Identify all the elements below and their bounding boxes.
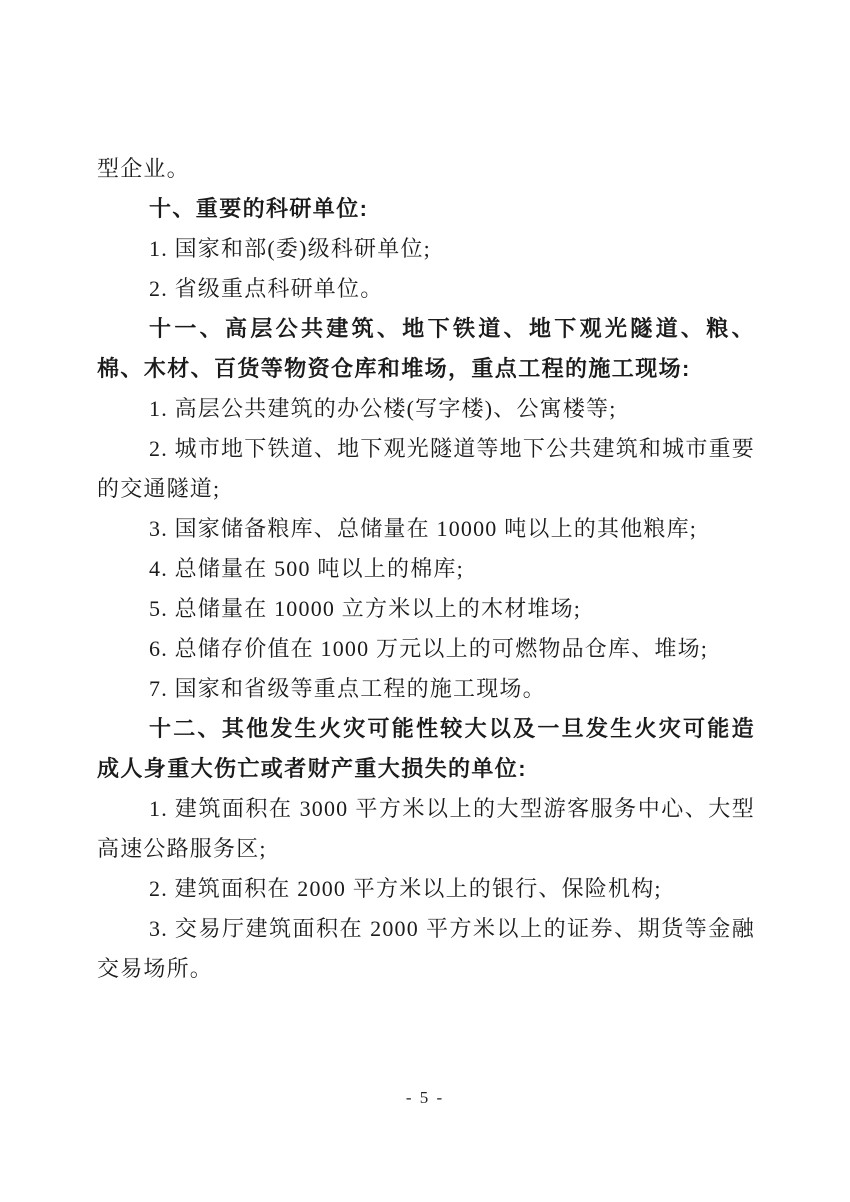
section-10-item-1: 1. 国家和部(委)级科研单位; bbox=[149, 236, 431, 261]
section-12-item-3: 3. 交易厅建筑面积在 2000 平方米以上的证券、期货等金融交易场所。 bbox=[97, 916, 755, 981]
section-12-heading: 十二、其他发生火灾可能性较大以及一旦发生火灾可能造成人身重大伤亡或者财产重大损失的单位: bbox=[97, 716, 755, 781]
section-11-item-7: 7. 国家和省级等重点工程的施工现场。 bbox=[149, 676, 546, 701]
section-11-item-3: 3. 国家储备粮库、总储量在 10000 吨以上的其他粮库; bbox=[149, 516, 698, 541]
section-11-heading: 十一、高层公共建筑、地下铁道、地下观光隧道、粮、棉、木材、百货等物资仓库和堆场，重点工程的施工现场: bbox=[97, 316, 755, 381]
section-12-item-1: 1. 建筑面积在 3000 平方米以上的大型游客服务中心、大型高速公路服务区; bbox=[97, 796, 755, 861]
section-10-item-2: 2. 省级重点科研单位。 bbox=[149, 276, 384, 301]
document-body bbox=[97, 149, 755, 989]
page-number: - 5 - bbox=[405, 1088, 445, 1107]
section-11-item-6: 6. 总储存价值在 1000 万元以上的可燃物品仓库、堆场; bbox=[149, 636, 709, 661]
section-10-heading: 十、重要的科研单位: bbox=[149, 196, 369, 221]
section-11-item-5: 5. 总储量在 10000 立方米以上的木材堆场; bbox=[149, 596, 582, 621]
section-11-item-1: 1. 高层公共建筑的办公楼(写字楼)、公寓楼等; bbox=[149, 396, 617, 421]
section-12-item-2: 2. 建筑面积在 2000 平方米以上的银行、保险机构; bbox=[149, 876, 662, 901]
paragraph-tail: 型企业。 bbox=[97, 156, 190, 181]
section-11-item-4: 4. 总储量在 500 吨以上的棉库; bbox=[149, 556, 464, 581]
section-11-item-2: 2. 城市地下铁道、地下观光隧道等地下公共建筑和城市重要的交通隧道; bbox=[97, 436, 755, 501]
